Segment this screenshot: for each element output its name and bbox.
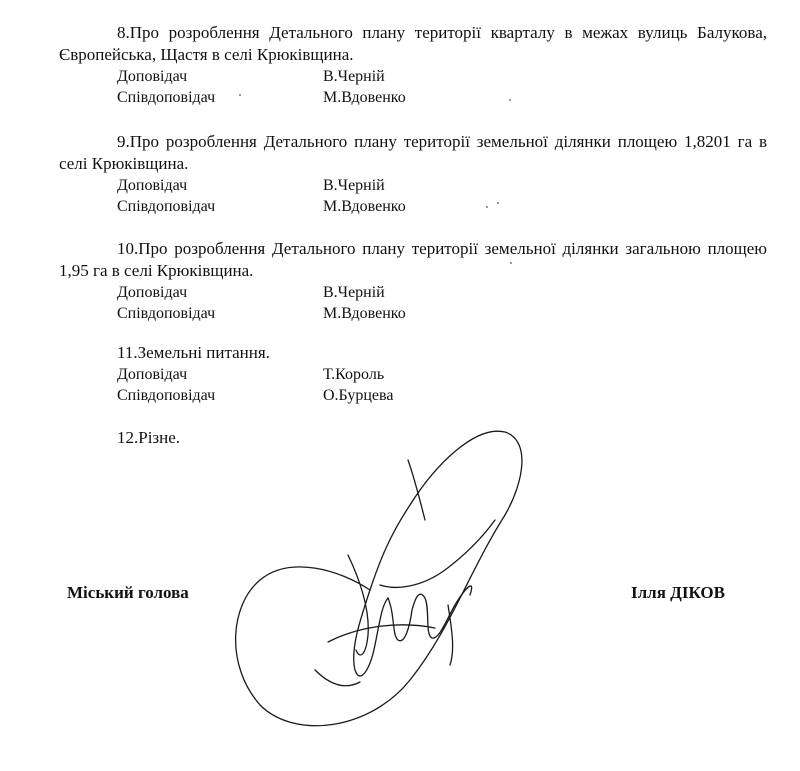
co-speaker-role: Співдоповідач (117, 305, 216, 322)
agenda-item-title: 12.Різне. (117, 428, 181, 447)
speaker-name: В.Черній (323, 284, 385, 301)
co-speaker-row (59, 385, 767, 406)
speaker-role: Доповідач (117, 177, 188, 194)
co-speaker-name: М.Вдовенко (323, 198, 406, 215)
signatory-position: Міський голова (67, 583, 189, 602)
co-speaker-role: Співдоповідач (117, 387, 216, 404)
speaker-row (59, 175, 767, 196)
scan-speck (239, 94, 241, 96)
agenda-item-title: 11.Земельні питання. (117, 343, 270, 362)
agenda-item-title: 8.Про розроблення Детального плану території кварталу в межах вулиць Балукова, Європейська, Щастя в селі Крюківщина. (59, 23, 767, 64)
speaker-name: Т.Король (323, 366, 385, 383)
co-speaker-name: М.Вдовенко (323, 89, 406, 106)
signature-stroke (388, 586, 472, 641)
co-speaker-role: Співдоповідач (117, 89, 216, 106)
scan-speck (510, 262, 512, 264)
scan-speck (509, 99, 511, 101)
speaker-row (59, 66, 767, 87)
co-speaker-row (59, 196, 767, 217)
co-speaker-name: М.Вдовенко (323, 305, 406, 322)
scan-speck (486, 206, 488, 208)
speaker-row (59, 282, 767, 303)
speaker-name: В.Черній (323, 68, 385, 85)
agenda-item-9 (59, 131, 767, 217)
signature-stroke (380, 520, 495, 587)
signature-stroke (236, 431, 522, 726)
signature-stroke (408, 460, 425, 520)
agenda-item-10 (59, 238, 767, 324)
signature-stroke (315, 670, 360, 686)
speaker-role: Доповідач (117, 284, 188, 301)
co-speaker-role: Співдоповідач (117, 198, 216, 215)
speaker-role: Доповідач (117, 68, 188, 85)
co-speaker-name: О.Бурцева (323, 387, 394, 404)
signature-stroke (354, 590, 388, 676)
scan-speck (497, 202, 499, 204)
signature-stroke (348, 555, 368, 655)
speaker-role: Доповідач (117, 366, 188, 383)
agenda-item-8 (59, 22, 767, 108)
agenda-item-11 (59, 342, 767, 406)
signatory-name: Ілля ДІКОВ (631, 583, 725, 602)
handwritten-signature (220, 420, 540, 760)
agenda-item-title: 9.Про розроблення Детального плану території земельної ділянки площею 1,8201 га в селі Крюківщина. (59, 132, 767, 173)
signature-stroke (328, 625, 435, 642)
agenda-item-title: 10.Про розроблення Детального плану території земельної ділянки загальною площею 1,95 га в селі Крюківщина. (59, 239, 767, 280)
speaker-row (59, 364, 767, 385)
co-speaker-row (59, 87, 767, 108)
speaker-name: В.Черній (323, 177, 385, 194)
co-speaker-row (59, 303, 767, 324)
